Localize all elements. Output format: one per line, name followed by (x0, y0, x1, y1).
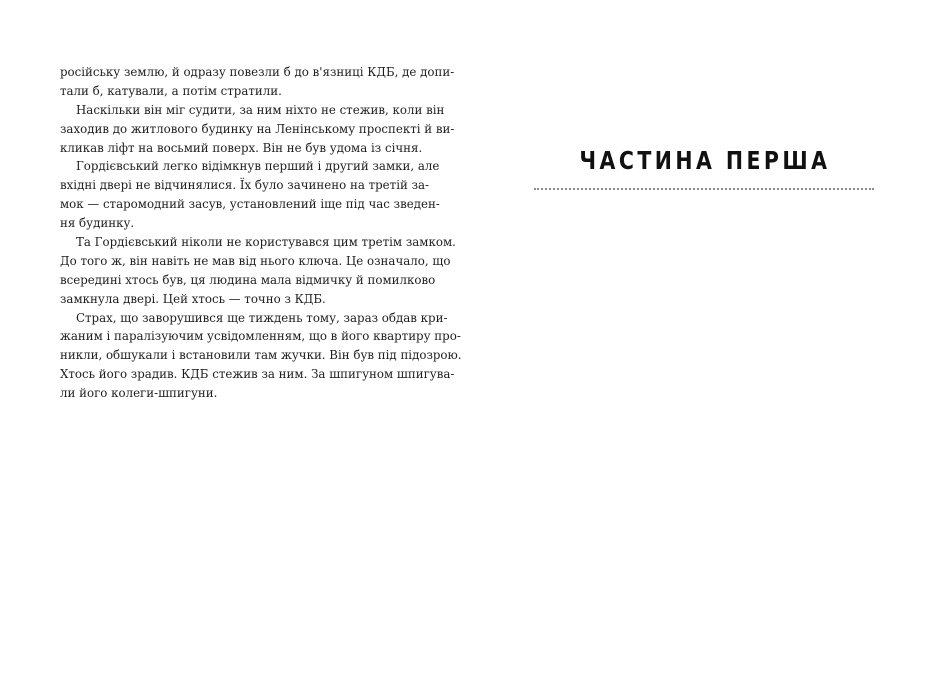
text-line: До того ж, він навіть не мав від нього ключа. Це означало, що (60, 253, 451, 268)
part-title: ЧАСТИНА ПЕРША (579, 146, 831, 175)
right-page (534, 144, 876, 190)
dotted-divider (534, 188, 874, 190)
text-line: Страх, що заворушився ще тиждень тому, зараз обдав кри- (76, 310, 448, 325)
text-line: жаним і паралізуючим усвідомленням, що в його квартиру про- (60, 329, 461, 344)
text-line: никли, обшукали і встановили там жучки. Він був під підозрою. (60, 348, 462, 363)
text-line: тали б, катували, а потім стратили. (60, 83, 282, 98)
text-line: російську землю, й одразу повезли б до в'язниці КДБ, де допи- (60, 65, 455, 79)
text-line: мок — старомодний засув, установлений іще під час зведен- (60, 197, 440, 212)
text-line: всередині хтось був, ця людина мала відмичку й помилково (60, 272, 436, 287)
text-line: ня будинку. (60, 216, 135, 231)
text-line: Та Гордієвський ніколи не користувався цим третім замком. (76, 235, 456, 250)
text-line: кликав ліфт на восьмий поверх. Він не був удома із січня. (60, 140, 423, 155)
text-line: Наскільки він міг судити, за ним ніхто не стежив, коли він (76, 102, 445, 117)
text-line: заходив до житлового будинку на Ленінському проспекті й ви- (60, 121, 455, 136)
text-line: замкнула двері. Цей хтось — точно з КДБ. (60, 291, 326, 306)
text-line: Гордієвський легко відімкнув перший і другий замки, але (76, 159, 440, 174)
text-line: ли його колеги-шпигуни. (60, 386, 218, 401)
text-line: Хтось його зрадив. КДБ стежив за ним. За шпигуном шпигува- (60, 367, 455, 382)
left-page-text (60, 63, 462, 403)
text-line: вхідні двері не відчинялися. Їх було зачинено на третій за- (60, 178, 430, 193)
